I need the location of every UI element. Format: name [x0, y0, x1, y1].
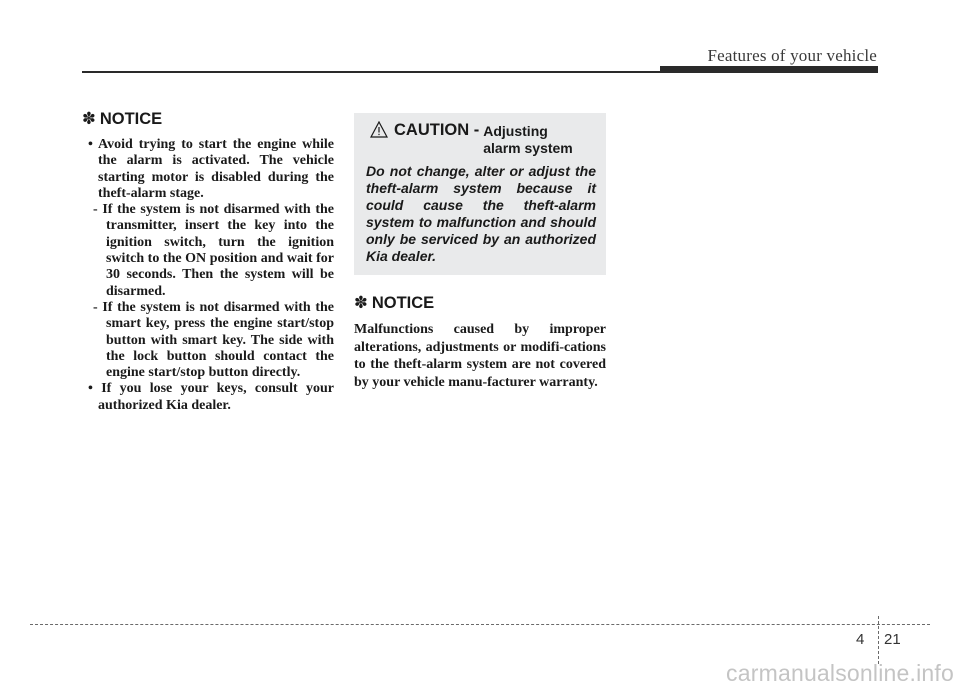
- notice-star-icon: ✽: [82, 110, 96, 128]
- notice-column: [82, 109, 334, 414]
- caution-label: CAUTION -: [394, 121, 480, 139]
- notice-heading-text: NOTICE: [99, 110, 163, 128]
- notice-subbullet: - If the system is not disarmed with the smart key, press the engine start/stop button with smart key. The side with the lock button should contact the engine start/stop button directly.: [93, 299, 334, 381]
- chapter-number: 4: [856, 631, 865, 648]
- caution-text: Do not change, alter or adjust the theft-alarm system because it could cause the theft-alarm system to malfunction and should only be serviced by an authorized Kia dealer.: [366, 163, 596, 264]
- section-title: Features of your vehicle: [707, 46, 877, 65]
- page-number: 21: [884, 631, 901, 648]
- notice-bullet: • Avoid trying to start the engine while the alarm is activated. The vehicle starting motor is disabled during the theft-alarm stage.: [88, 137, 334, 201]
- notice2-heading-text: NOTICE: [371, 294, 435, 312]
- notice2-star-icon: ✽: [354, 294, 368, 312]
- footer-divider: [878, 616, 879, 664]
- footer-rule: [30, 624, 930, 625]
- caution-topic: Adjusting alarm system: [483, 123, 573, 156]
- watermark: carmanualsonline.info: [726, 660, 954, 686]
- notice-subbullet: - If the system is not disarmed with the transmitter, insert the key into the ignition switch, turn the ignition switch to the ON position and wait for 30 seconds. Then the system will be disarmed.: [93, 202, 334, 299]
- caution-box: [354, 113, 606, 275]
- header-accent-bar: [660, 66, 878, 72]
- warning-triangle-icon: [370, 121, 388, 138]
- notice-bullet: • If you lose your keys, consult your authorized Kia dealer.: [88, 381, 334, 413]
- caution-header: [366, 121, 596, 157]
- notice2-section: [354, 293, 606, 391]
- notice-heading: [82, 109, 334, 129]
- notice2-text: Malfunctions caused by improper alterations, adjustments or modifi-cations to the theft-alarm system are not covered by your vehicle manu-facturer warranty.: [354, 322, 606, 390]
- notice2-heading: [354, 293, 606, 313]
- notice-body: [82, 137, 334, 414]
- caution-column: [354, 113, 606, 391]
